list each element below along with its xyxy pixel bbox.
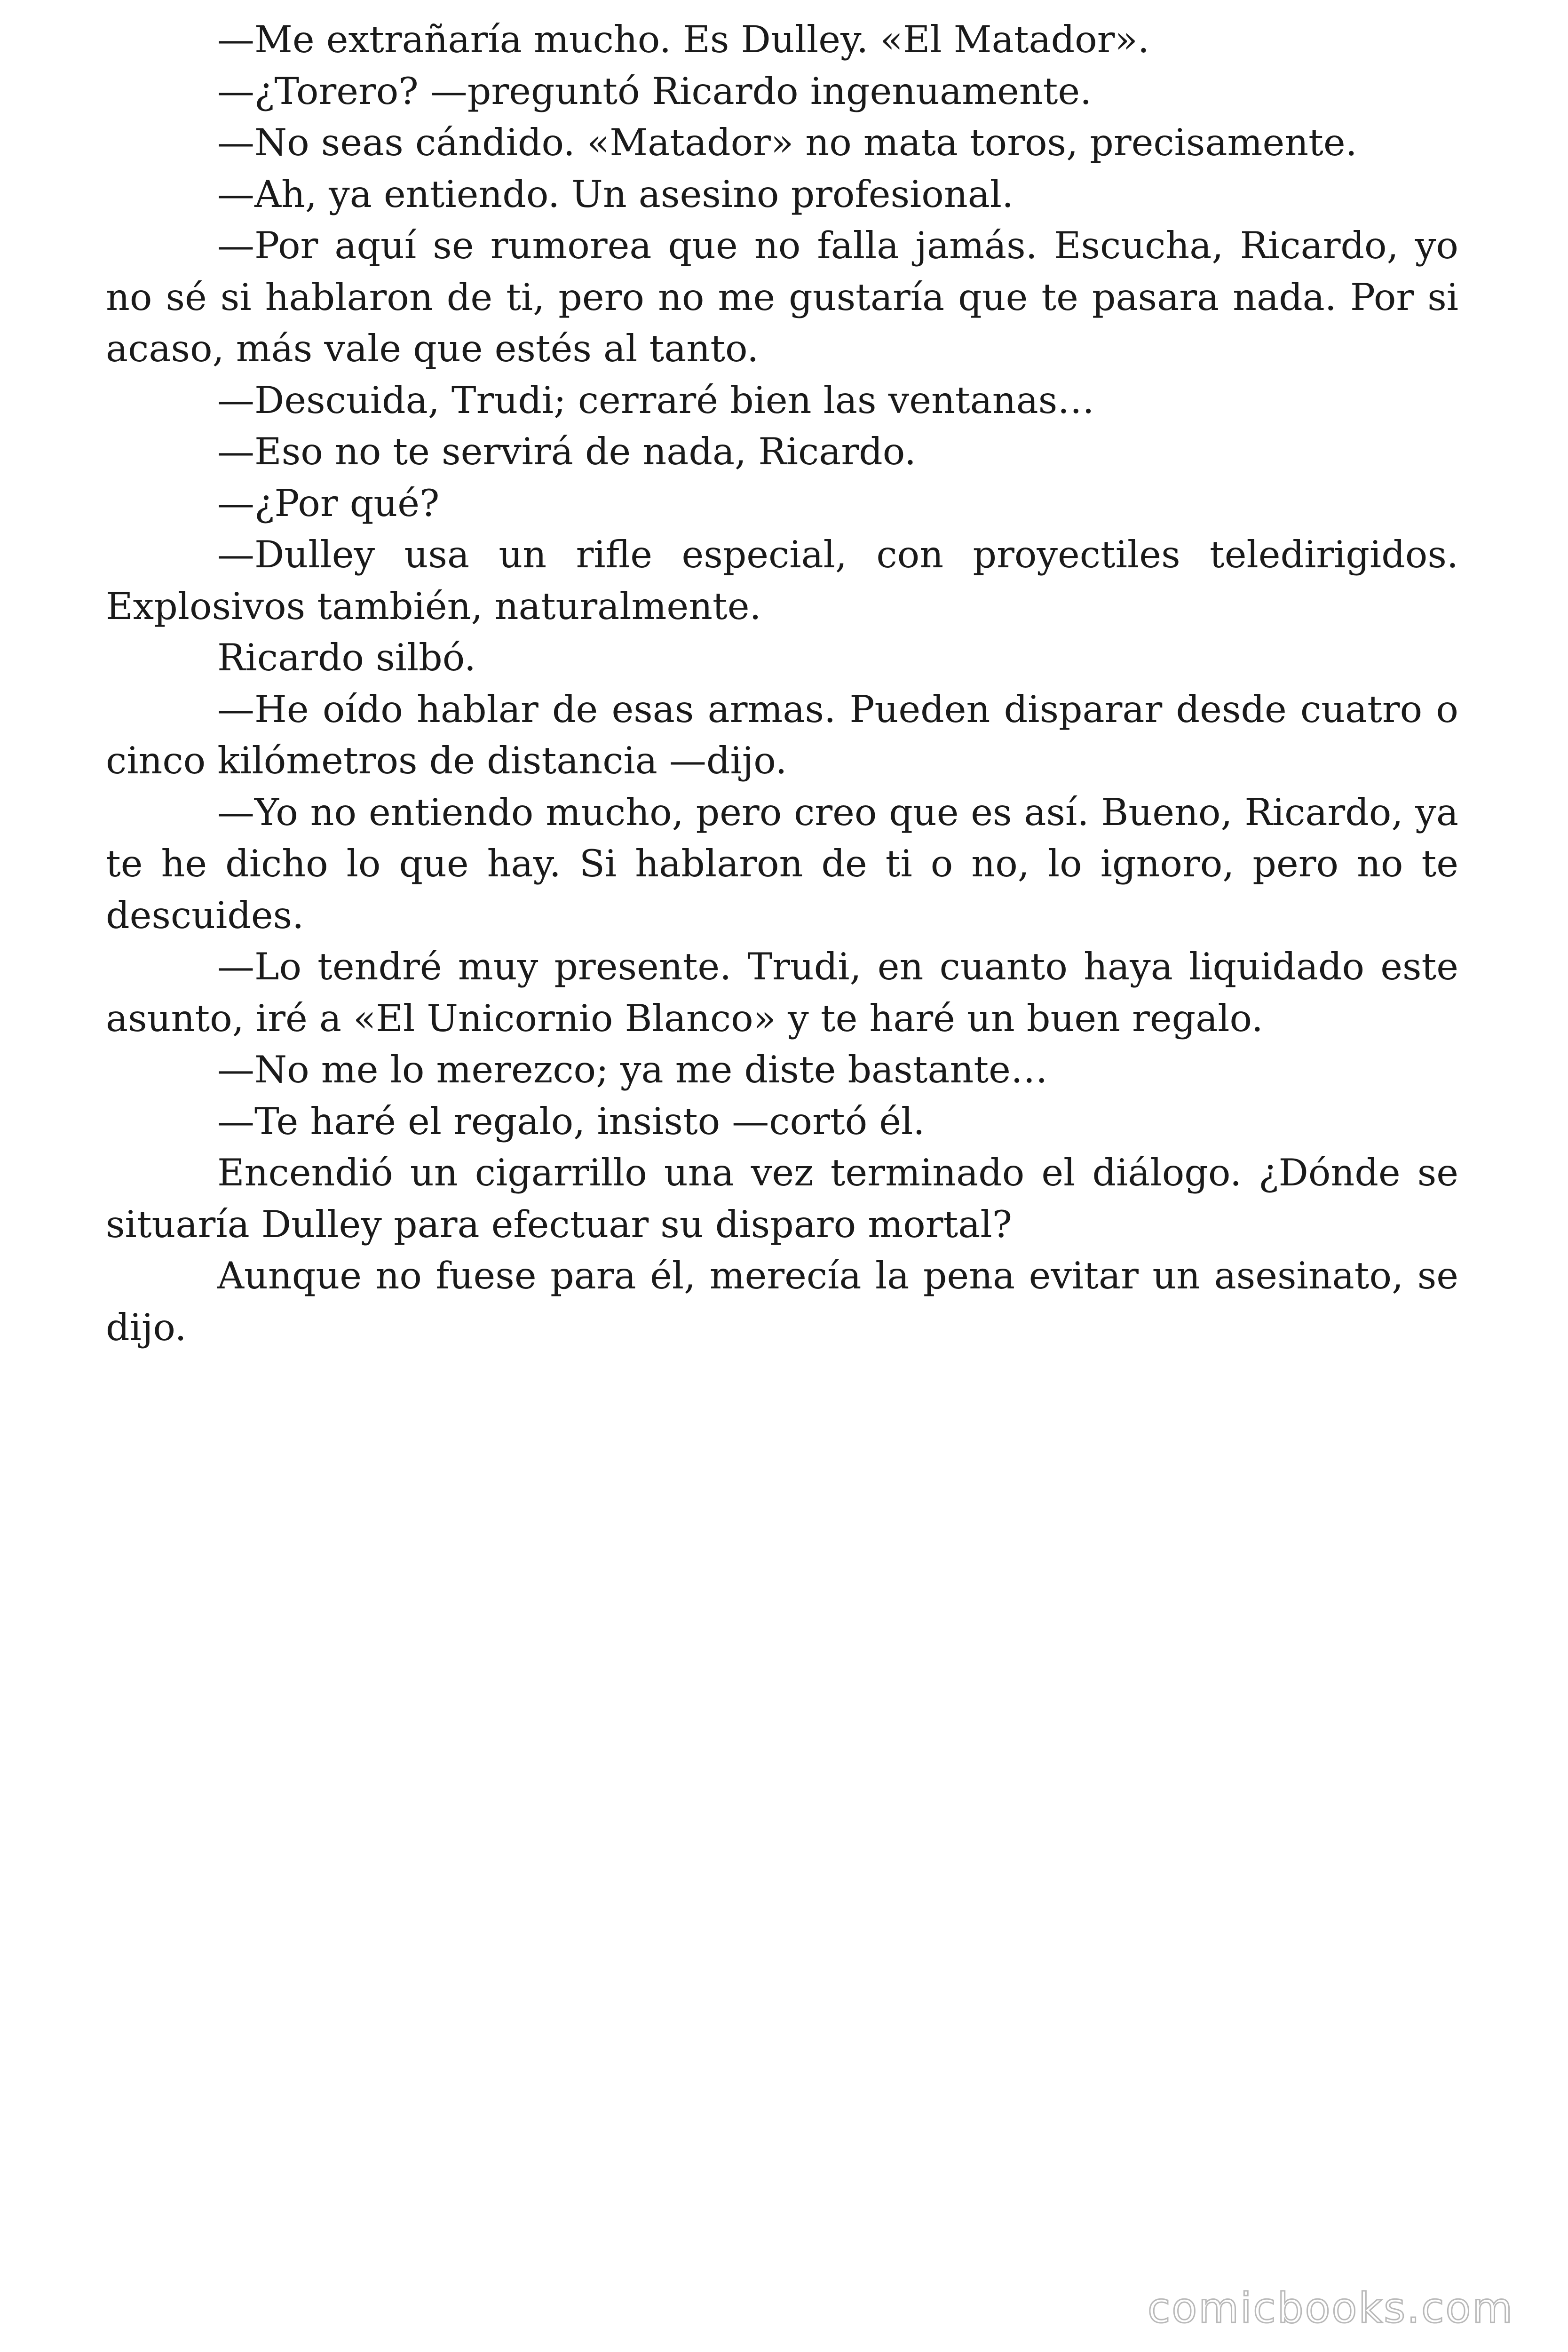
text-column	[106, 14, 1458, 1353]
paragraph: —¿Por qué?	[217, 481, 440, 525]
paragraph: —Dulley usa un rifle especial, con proyectiles teledirigidos. Explosivos también, naturalmente.	[106, 533, 1458, 628]
paragraph: Ricardo silbó.	[217, 636, 476, 679]
paragraph: —¿Torero? —preguntó Ricardo ingenuamente.	[217, 69, 1092, 113]
paragraph: —He oído hablar de esas armas. Pueden disparar desde cuatro o cinco kilómetros de distancia —dijo.	[106, 687, 1458, 782]
paragraph: Encendió un cigarrillo una vez terminado el diálogo. ¿Dónde se situaría Dulley para efectuar su disparo mortal?	[106, 1151, 1458, 1246]
paragraph: —No me lo merezco; ya me diste bastante…	[217, 1048, 1048, 1091]
paragraph: —Descuida, Trudi; cerraré bien las ventanas…	[217, 378, 1095, 422]
paragraph: —No seas cándido. «Matador» no mata toros, precisamente.	[217, 121, 1357, 164]
paragraph: —Yo no entiendo mucho, pero creo que es así. Bueno, Ricardo, ya te he dicho lo que hay. Si hablaron de ti o no, lo ignoro, pero no te descuides.	[106, 790, 1458, 937]
paragraph: —Me extrañaría mucho. Es Dulley. «El Matador».	[217, 18, 1149, 61]
paragraph: —Lo tendré muy presente. Trudi, en cuanto haya liquidado este asunto, iré a «El Unicornio Blanco» y te haré un buen regalo.	[106, 945, 1458, 1040]
paragraph: —Ah, ya entiendo. Un asesino profesional.	[217, 172, 1014, 216]
paragraph: Aunque no fuese para él, merecía la pena evitar un asesinato, se dijo.	[106, 1254, 1458, 1349]
paragraph: —Eso no te servirá de nada, Ricardo.	[217, 430, 916, 473]
watermark: comicbooks.com	[1148, 2284, 1514, 2332]
paragraph: —Te haré el regalo, insisto —cortó él.	[217, 1099, 925, 1143]
paragraph: —Por aquí se rumorea que no falla jamás. Escucha, Ricardo, yo no sé si hablaron de ti, pero no me gustaría que te pasara nada. Por si acaso, más vale que estés al tanto.	[106, 224, 1458, 370]
